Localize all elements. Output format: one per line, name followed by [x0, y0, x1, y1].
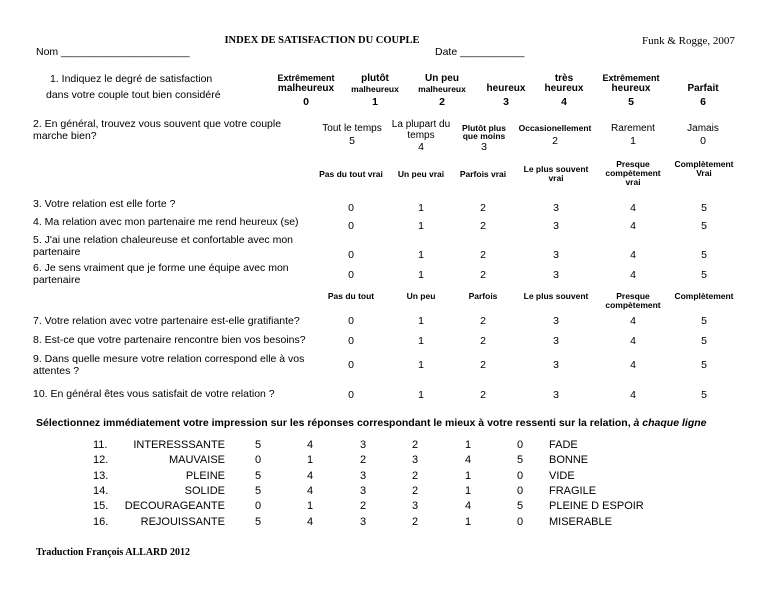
scale-value: 0: [348, 220, 354, 232]
scale-value: 3: [553, 389, 559, 401]
scale-value: 0: [348, 315, 354, 327]
scale-value: 4: [630, 249, 636, 261]
scale-value: 0: [255, 500, 262, 513]
question-text: 10. En général êtes vous satisfait de votre relation ?: [33, 388, 275, 400]
scale-value: 4: [630, 220, 636, 232]
question-text: 4. Ma relation avec mon partenaire me rend heureux (se): [33, 216, 299, 228]
scale-value: 4: [307, 469, 314, 482]
scale-value: 1: [418, 389, 424, 401]
scale-b-header: Pas du tout: [327, 291, 375, 301]
q2-option-value: 1: [630, 135, 636, 147]
left-anchor: MAUVAISE: [168, 454, 225, 467]
scale-value: 5: [517, 500, 524, 513]
q2-prompt-line2: marche bien?: [33, 130, 97, 142]
page-title: INDEX DE SATISFACTION DU COUPLE: [224, 35, 420, 46]
left-anchor: PLEINE: [185, 469, 225, 482]
right-anchor: VIDE: [549, 469, 575, 482]
q2-option-value: 3: [481, 141, 487, 153]
q1-option-value: 1: [372, 96, 378, 108]
scale-value: 1: [465, 484, 472, 497]
scale-value: 2: [360, 500, 367, 513]
scale-value: 5: [701, 315, 707, 327]
scale-value: 2: [480, 220, 486, 232]
scale-value: 4: [630, 202, 636, 214]
scale-value: 1: [418, 335, 424, 347]
instruction-main: Sélectionnez immédiatement votre impression sur les réponses correspondant le mieux à votre ressenti sur la relation,: [36, 417, 634, 429]
question-text: 6. Je sens vraiment que je forme une équipe avec mon partenaire: [33, 262, 289, 286]
q1-option-label: heureux: [611, 83, 651, 94]
scale-value: 0: [348, 359, 354, 371]
instruction-italic: à chaque ligne: [633, 417, 707, 429]
scale-value: 5: [701, 202, 707, 214]
q1-option-label: malheureux: [418, 84, 466, 94]
scale-b-header: Le plus souvent: [523, 291, 589, 301]
scale-value: 3: [553, 249, 559, 261]
scale-a-header: Le plus souvent vrai: [523, 164, 589, 183]
scale-value: 1: [307, 500, 314, 513]
right-anchor: PLEINE D ESPOIR: [549, 500, 644, 513]
scale-value: 3: [360, 439, 367, 451]
scale-value: 2: [412, 439, 419, 451]
scale-value: 1: [307, 454, 314, 467]
q1-option-value: 3: [503, 96, 509, 108]
scale-value: 0: [517, 469, 524, 482]
scale-value: 5: [255, 484, 262, 497]
scale-value: 2: [360, 454, 367, 467]
item-number: 13.: [93, 469, 109, 482]
scale-value: 1: [465, 469, 472, 482]
scale-value: 5: [701, 249, 707, 261]
left-anchor: DECOURAGEANTE: [124, 500, 225, 513]
question-text: 7. Votre relation avec votre partenaire est-elle gratifiante?: [33, 315, 300, 327]
right-anchor: BONNE: [549, 454, 589, 467]
scale-value: 3: [360, 469, 367, 482]
q1-option-label: malheureux: [277, 83, 335, 94]
scale-value: 5: [701, 389, 707, 401]
scale-value: 5: [701, 220, 707, 232]
q1-option-value: 4: [561, 96, 567, 108]
scale-value: 0: [348, 389, 354, 401]
q2-option-value: 5: [349, 135, 355, 147]
scale-b-header: Complètement: [674, 291, 734, 301]
item-number: 15.: [93, 500, 109, 513]
scale-value: 3: [360, 484, 367, 497]
scale-a-header: Complètement Vrai: [674, 159, 734, 178]
scale-value: 0: [517, 515, 524, 528]
date-field: Date ___________: [435, 46, 525, 58]
scale-value: 4: [630, 359, 636, 371]
scale-value: 5: [517, 454, 524, 467]
scale-a-header: Pas du tout vrai: [319, 169, 383, 179]
scale-value: 3: [553, 315, 559, 327]
scale-value: 3: [553, 335, 559, 347]
scale-value: 3: [553, 220, 559, 232]
scale-value: 0: [348, 335, 354, 347]
scale-value: 1: [465, 439, 472, 451]
scale-value: 2: [480, 249, 486, 261]
question-text: 5. J'ai une relation chaleureuse et confortable avec mon partenaire: [33, 234, 293, 258]
scale-value: 4: [630, 269, 636, 281]
scale-value: 3: [553, 359, 559, 371]
left-anchor: SOLIDE: [184, 484, 225, 497]
q2-option-label: Plutôt plus: [462, 123, 506, 133]
question-text: 8. Est-ce que votre partenaire rencontre bien vos besoins?: [33, 334, 306, 346]
scale-value: 5: [701, 335, 707, 347]
scale-value: 4: [465, 454, 472, 467]
scale-value: 2: [480, 269, 486, 281]
item-number: 11.: [93, 439, 108, 451]
scale-value: 1: [418, 249, 424, 261]
scale-value: 4: [630, 335, 636, 347]
question-text: 3. Votre relation est elle forte ?: [33, 198, 176, 210]
left-anchor: REJOUISSANTE: [140, 515, 225, 528]
scale-value: 0: [255, 454, 262, 467]
scale-a-header: Presque compètement vrai: [605, 159, 661, 187]
q1-option-value: 5: [628, 96, 634, 108]
q2-option-label: que moins: [462, 131, 506, 141]
q2-option-label: Jamais: [687, 123, 719, 134]
item-number: 12.: [93, 454, 109, 467]
question-text: 9. Dans quelle mesure votre relation correspond elle à vos attentes ?: [33, 353, 305, 377]
q1-option-label: heureux: [544, 83, 584, 94]
credit-text: Funk & Rogge, 2007: [642, 35, 735, 47]
scale-value: 3: [412, 454, 419, 467]
scale-value: 5: [255, 439, 262, 451]
scale-value: 2: [480, 335, 486, 347]
q2-option-label: Occasionellement: [518, 123, 592, 133]
scale-value: 1: [418, 315, 424, 327]
instruction-text: [36, 418, 706, 429]
scale-value: 2: [412, 484, 419, 497]
scale-value: 4: [307, 439, 314, 451]
scale-a-header: Un peu vrai: [397, 169, 445, 179]
scale-value: 2: [480, 202, 486, 214]
scale-value: 2: [480, 359, 486, 371]
q1-option-label: très: [554, 73, 574, 84]
name-field: Nom ______________________: [36, 46, 190, 58]
scale-value: 5: [255, 515, 262, 528]
q2-option-label: Tout le temps: [322, 123, 382, 134]
q1-option-label: malheureux: [351, 84, 399, 94]
q2-option-label: temps: [407, 130, 435, 141]
q1-option-value: 6: [700, 96, 706, 108]
q2-option-value: 0: [700, 135, 706, 147]
right-anchor: FRAGILE: [549, 484, 597, 497]
scale-value: 4: [307, 515, 314, 528]
scale-value: 3: [360, 515, 367, 528]
scale-value: 2: [412, 469, 419, 482]
scale-value: 4: [630, 315, 636, 327]
item-number: 16.: [93, 515, 109, 528]
q1-prompt-line2: dans votre couple tout bien considéré: [46, 89, 221, 101]
q1-option-label: Extrêmement: [277, 73, 335, 83]
q1-option-value: 0: [303, 96, 309, 108]
scale-value: 4: [307, 484, 314, 497]
scale-value: 2: [412, 515, 419, 528]
q1-option-label: heureux: [486, 83, 526, 94]
q2-option-label: Rarement: [611, 123, 655, 134]
scale-value: 0: [348, 249, 354, 261]
q1-prompt-line1: 1. Indiquez le degré de satisfaction: [50, 73, 213, 85]
right-anchor: MISERABLE: [549, 515, 612, 528]
scale-value: 1: [418, 220, 424, 232]
left-anchor: INTERESSSANTE: [133, 439, 225, 451]
scale-value: 0: [517, 439, 524, 451]
scale-value: 3: [412, 500, 419, 513]
q1-option-label: Parfait: [687, 83, 719, 94]
scale-value: 5: [255, 469, 262, 482]
scale-a-header: Parfois vrai: [459, 169, 507, 179]
scale-value: 5: [701, 359, 707, 371]
scale-value: 3: [553, 202, 559, 214]
scale-value: 3: [553, 269, 559, 281]
scale-value: 0: [348, 269, 354, 281]
scale-value: 1: [465, 515, 472, 528]
q2-option-value: 2: [552, 135, 558, 147]
q1-option-label: plutôt: [361, 73, 389, 84]
scale-value: 2: [480, 389, 486, 401]
right-anchor: FADE: [549, 439, 578, 451]
item-number: 14.: [93, 484, 109, 497]
q1-option-value: 2: [439, 96, 445, 108]
scale-value: 0: [348, 202, 354, 214]
q1-option-label: Un peu: [425, 73, 459, 84]
scale-value: 1: [418, 359, 424, 371]
footer-credit: Traduction François ALLARD 2012: [36, 547, 190, 558]
scale-b-header: Parfois: [468, 291, 498, 301]
q2-option-value: 4: [418, 141, 424, 153]
q2-option-label: La plupart du: [391, 119, 451, 130]
q1-option-label: Extrêmement: [602, 73, 660, 83]
scale-value: 1: [418, 202, 424, 214]
scale-value: 5: [701, 269, 707, 281]
q2-prompt-line1: 2. En général, trouvez vous souvent que votre couple: [33, 118, 282, 130]
scale-value: 1: [418, 269, 424, 281]
scale-value: 4: [630, 389, 636, 401]
scale-b-header: Un peu: [406, 291, 436, 301]
scale-value: 4: [465, 500, 472, 513]
scale-b-header: Presque compètement: [605, 291, 661, 310]
scale-value: 2: [480, 315, 486, 327]
scale-value: 0: [517, 484, 524, 497]
